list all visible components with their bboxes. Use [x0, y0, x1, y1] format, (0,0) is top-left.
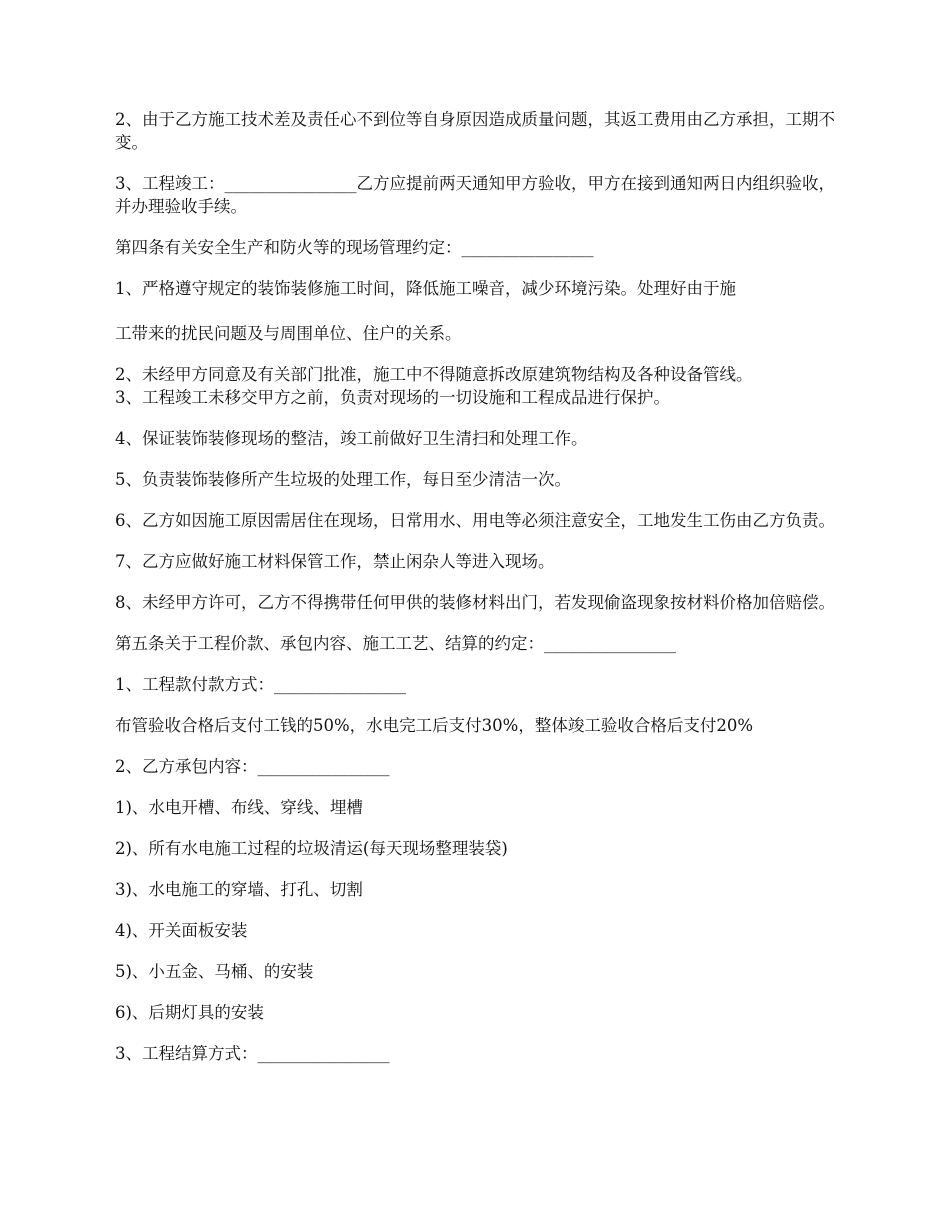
- paragraph-on-site-living: 6、乙方如因施工原因需居住在现场，日常用水、用电等必须注意安全，工地发生工伤由乙方负责。: [115, 511, 835, 530]
- list-item-scope-1: 1)、水电开槽、布线、穿线、埋槽: [115, 798, 363, 817]
- paragraph-settlement-method: 3、工程结算方式：________________: [115, 1044, 390, 1063]
- document-page: [115, 108, 835, 1083]
- paragraph-contract-scope: 2、乙方承包内容：________________: [115, 757, 390, 776]
- paragraph-material-storage: 7、乙方应做好施工材料保管工作，禁止闲杂人等进入现场。: [115, 552, 555, 571]
- paragraph-construction-time: 1、严格遵守规定的装饰装修施工时间，降低施工噪音，减少环境污染。处理好由于施: [115, 279, 736, 298]
- paragraph-payment-schedule: 布管验收合格后支付工钱的50%，水电完工后支付30%，整体竣工验收合格后支付20%: [115, 716, 754, 735]
- paragraph-completion: 3、工程竣工：________________乙方应提前两天通知甲方验收，甲方在接到通知两日内组织验收，并办理验收手续。: [115, 174, 835, 216]
- list-item-scope-2: 2)、所有水电施工过程的垃圾清运(每天现场整理装袋): [115, 839, 508, 858]
- section-heading-article-5: 第五条关于工程价款、承包内容、施工工艺、结算的约定：________________: [115, 634, 676, 653]
- section-heading-article-4: 第四条有关安全生产和防火等的现场管理约定：________________: [115, 238, 594, 257]
- list-item-scope-5: 5)、小五金、马桶、的安装: [115, 962, 314, 981]
- paragraph-waste-handling: 5、负责装饰装修所产生垃圾的处理工作，每日至少清洁一次。: [115, 470, 571, 489]
- list-item-scope-6: 6)、后期灯具的安装: [115, 1003, 264, 1022]
- paragraph-rework: 2、由于乙方施工技术差及责任心不到位等自身原因造成质量问题，其返工费用由乙方承担，工期不变。: [115, 110, 835, 152]
- paragraph-material-theft: 8、未经甲方许可，乙方不得携带任何甲供的装修材料出门，若发现偷盗现象按材料价格加倍赔偿。: [115, 593, 835, 612]
- paragraph-no-alteration: 2、未经甲方同意及有关部门批准，施工中不得随意拆改原建筑物结构及各种设备管线。: [115, 365, 753, 384]
- paragraph-site-cleanliness: 4、保证装饰装修现场的整洁，竣工前做好卫生清扫和处理工作。: [115, 429, 588, 448]
- paragraph-neighbor-relations: 工带来的扰民问题及与周围单位、住户的关系。: [115, 324, 462, 343]
- list-item-scope-4: 4)、开关面板安装: [115, 921, 248, 940]
- paragraph-site-protection: 3、工程竣工未移交甲方之前，负责对现场的一切设施和工程成品进行保护。: [115, 388, 670, 407]
- list-item-scope-3: 3)、水电施工的穿墙、打孔、切割: [115, 880, 363, 899]
- paragraph-payment-method: 1、工程款付款方式：________________: [115, 675, 406, 694]
